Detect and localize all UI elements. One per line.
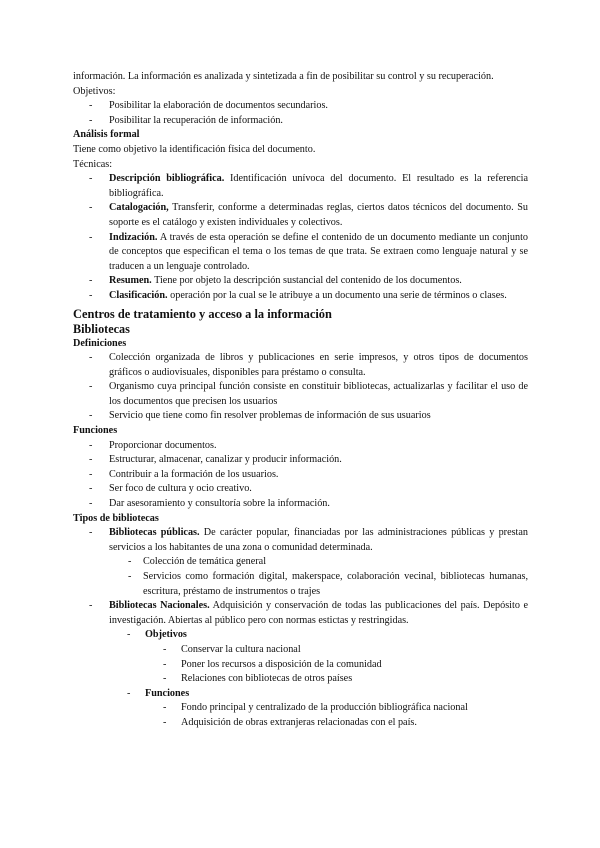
list-item: - Relaciones con bibliotecas de otros países (73, 672, 528, 687)
list-item (73, 231, 528, 275)
term-description: Identificación unívoca del documento. El resultado es la referencia bibliográfica. (109, 173, 528, 199)
objetivos-label: Objetivos: (73, 85, 116, 97)
term-description: De carácter popular, financiadas por las administraciones públicas y prestan servicios a los habitantes de una zona o comunidad determinada. (109, 527, 528, 553)
term-description: operación por la cual se le atribuye a un documento una serie de términos o clases. (167, 289, 507, 301)
list-item: - Contribuir a la formación de los usuarios. (73, 468, 528, 483)
centros-heading: Centros de tratamiento y acceso a la información (73, 306, 332, 321)
list-item: - Proporcionar documentos. (73, 439, 528, 454)
list-item: - Colección de temática general (73, 555, 528, 570)
document-page (73, 70, 528, 731)
list-item (73, 599, 528, 628)
term: Bibliotecas públicas. (109, 527, 200, 539)
bibliotecas-heading: Bibliotecas (73, 321, 130, 336)
list-item: - Conservar la cultura nacional (73, 643, 528, 658)
tecnicas-label: Técnicas: (73, 158, 113, 170)
list-item: - Servicios como formación digital, makerspace, colaboración vecinal, bibliotecas humanas, escritura, préstamo de instrumentos o trajes (73, 570, 528, 599)
list-item (73, 274, 528, 289)
analisis-formal-body: Tiene como objetivo la identificación física del documento. (73, 143, 316, 155)
funciones-label: Funciones (73, 425, 118, 437)
sub-heading: - Funciones (73, 687, 528, 702)
funciones-list (73, 439, 528, 512)
list-item (73, 526, 528, 555)
list-item: - Posibilitar la recuperación de información. (73, 114, 528, 129)
list-item: - Poner los recursos a disposición de la comunidad (73, 658, 528, 673)
list-item: - Adquisición de obras extranjeras relacionadas con el país. (73, 716, 528, 731)
term: Indización. (109, 231, 158, 243)
list-item: - Posibilitar la elaboración de documentos secundarios. (73, 99, 528, 114)
term: Bibliotecas Nacionales. (109, 600, 210, 612)
list-item (73, 201, 528, 230)
term: Catalogación, (109, 202, 169, 214)
definiciones-label: Definiciones (73, 337, 127, 349)
list-item (73, 172, 528, 201)
list-item: - Colección organizada de libros y publicaciones en serie impresos, y otros tipos de documentos gráficos o audiovisuales, disponibles para préstamo o consulta. (73, 351, 528, 380)
list-item: - Fondo principal y centralizado de la producción bibliográfica nacional (73, 701, 528, 716)
term: Resumen. (109, 275, 152, 287)
list-item: - Ser foco de cultura y ocio creativo. (73, 482, 528, 497)
term: Descripción bibliográfica. (109, 173, 225, 185)
analisis-formal-heading: Análisis formal (73, 129, 140, 141)
list-item: - Estructurar, almacenar, canalizar y producir información. (73, 453, 528, 468)
term-description: A través de esta operación se define el contenido de un documento mediante un conjunto de conceptos que especifican el tema o los temas de que trata. Se extraen como lenguaje natural y se traducen a un lenguaje controlado. (109, 231, 528, 272)
list-item: - Organismo cuya principal función consiste en constituir bibliotecas, actualizarlas y facilitar el uso de los documentos que precisen los usuarios (73, 380, 528, 409)
sub-heading: - Objetivos (73, 628, 528, 643)
term: Clasificación. (109, 289, 168, 301)
term-description: Tiene por objeto la descripción sustancial del contenido de los documentos. (151, 275, 462, 287)
list-item: - Dar asesoramiento y consultoría sobre la información. (73, 497, 528, 512)
tipos-label: Tipos de bibliotecas (73, 512, 159, 524)
tipos-list (73, 526, 528, 730)
term-description: Transferir, conforme a determinadas reglas, ciertos datos técnicos del documento. Su soporte es el catálogo y existen individuales y colectivos. (109, 202, 528, 228)
list-item (73, 289, 528, 304)
definiciones-list (73, 351, 528, 424)
term-description: Adquisición y conservación de todas las publicaciones del país. Depósito e investigación. Abiertas al público pero con normas estictas y restringidas. (109, 600, 528, 626)
objetivos-list (73, 99, 528, 128)
list-item: - Servicio que tiene como fin resolver problemas de información de sus usuarios (73, 409, 528, 424)
intro-paragraph: información. La información es analizada y sintetizada a fin de posibilitar su control y su recuperación. (73, 71, 494, 82)
tecnicas-list (73, 172, 528, 303)
